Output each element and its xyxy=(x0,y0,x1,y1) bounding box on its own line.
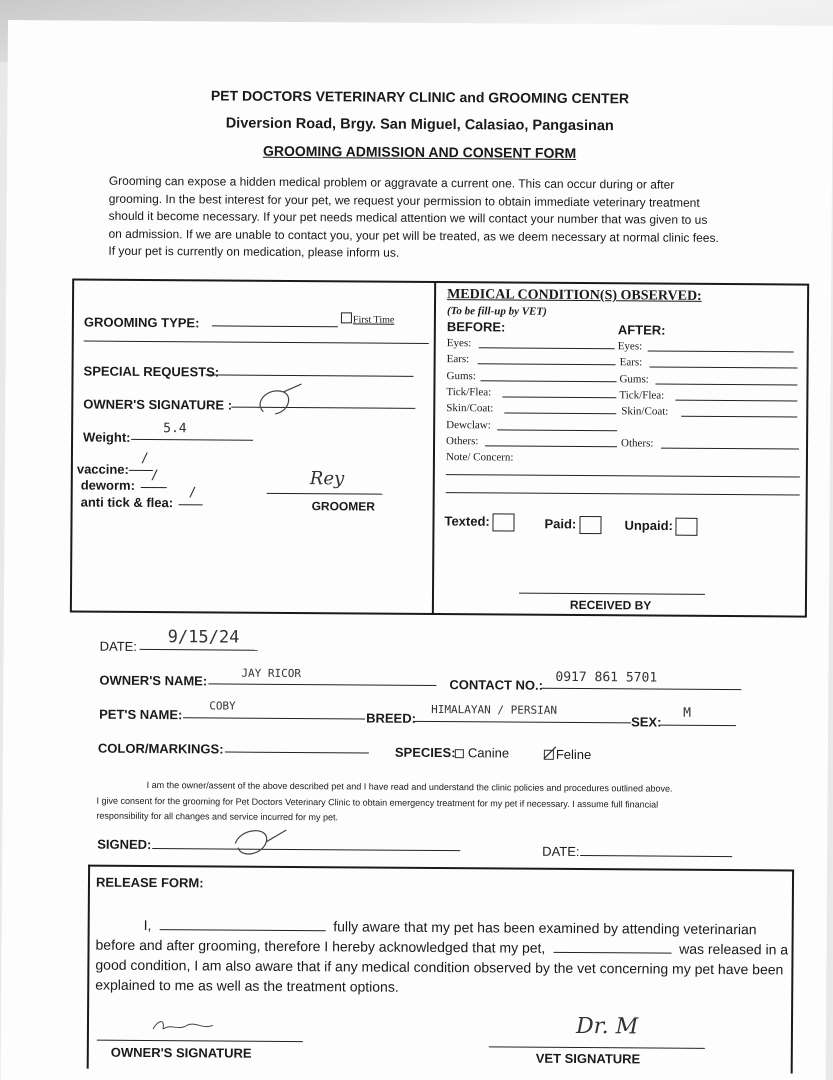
note-line-1[interactable] xyxy=(446,463,800,477)
release-pet-name-field[interactable] xyxy=(553,941,671,954)
consent-line: I give consent for the grooming for Pet Doctors Veterinary Clinic to obtain emergency treatment for my pet if necessary. I assume full financial xyxy=(96,795,659,810)
release-owner-signature-line[interactable] xyxy=(97,1029,303,1042)
after-skin-coat-field[interactable] xyxy=(681,405,797,418)
before-ears-field[interactable] xyxy=(478,352,616,365)
deworm-mark: / xyxy=(150,468,159,484)
before-eyes-field[interactable] xyxy=(479,336,615,349)
deworm-label: deworm: xyxy=(80,477,135,493)
groomer-label: GROOMER xyxy=(311,499,376,514)
before-ears-label: Ears: xyxy=(446,353,470,366)
note-concern-label: Note/ Concern: xyxy=(445,451,514,464)
intro-line: on admission. If we are unable to contact you, your pet will be treated, as we deem necessary at normal clinic fees. xyxy=(108,226,719,245)
weight-field[interactable] xyxy=(131,428,253,441)
canine-label: Canine xyxy=(467,745,510,761)
signed-label: SIGNED: xyxy=(97,836,152,853)
anti-tick-flea-label: anti tick & flea: xyxy=(80,494,174,511)
before-skin-coat-label: Skin/Coat: xyxy=(446,402,494,415)
intro-line: grooming. In the best interest for your pet, we request your permission to obtain immediate veterinary treatment xyxy=(108,191,700,210)
clinic-address: Diversion Road, Brgy. San Miguel, Calasiao, Pangasinan xyxy=(225,115,614,135)
before-dewclaw-label: Dewclaw: xyxy=(446,419,491,432)
note-line-2[interactable] xyxy=(446,481,800,495)
species-label: SPECIES: xyxy=(394,744,456,761)
signed-date-field[interactable] xyxy=(580,844,732,857)
weight-label: Weight: xyxy=(83,429,131,445)
release-line-4: explained to me as well as the treatment options. xyxy=(95,976,399,995)
signed-date-label: DATE: xyxy=(542,843,580,860)
owner-consent-signature xyxy=(230,824,290,860)
contact-value: 0917 861 5701 xyxy=(555,669,658,686)
owner-signature-mark xyxy=(253,382,313,422)
signed-field[interactable] xyxy=(152,837,460,851)
vet-signature-value: Dr. M xyxy=(575,1013,639,1040)
after-others-field[interactable] xyxy=(661,437,799,450)
intro-line: Grooming can expose a hidden medical problem or aggravate a current one. This can occur during or after xyxy=(108,173,675,192)
consent-paragraph xyxy=(96,778,756,829)
consent-line: responsibility for all changes and service incurred for my pet. xyxy=(96,810,339,823)
received-by-label: RECEIVED BY xyxy=(569,597,652,613)
special-requests-label: SPECIAL REQUESTS: xyxy=(83,363,220,380)
contact-label: CONTACT NO.: xyxy=(449,677,544,693)
before-skin-coat-field[interactable] xyxy=(504,401,616,414)
after-ears-field[interactable] xyxy=(650,355,798,368)
after-others-label: Others: xyxy=(621,437,654,450)
medical-subtitle: (To be fill-up by VET) xyxy=(446,305,547,318)
before-others-field[interactable] xyxy=(485,434,617,447)
after-gums-label: Gums: xyxy=(619,373,649,386)
release-line-3: good condition, I am also aware that if any medical condition observed by the vet concerning my pet have been xyxy=(95,956,784,978)
grooming-type-field[interactable] xyxy=(212,314,338,327)
special-requests-field[interactable] xyxy=(206,363,414,376)
release-paragraph xyxy=(95,915,790,1000)
color-markings-label: COLOR/MARKINGS: xyxy=(97,740,224,757)
anti-tick-flea-mark: / xyxy=(188,485,197,501)
feline-label: Feline xyxy=(555,746,592,763)
vet-signature-label: VET SIGNATURE xyxy=(535,1050,641,1067)
date-value: 9/15/24 xyxy=(167,627,240,648)
before-others-label: Others: xyxy=(446,435,479,448)
owner-signature-label: OWNER'S SIGNATURE : xyxy=(83,396,233,413)
before-gums-label: Gums: xyxy=(446,370,476,383)
release-line-1: I, fully aware that my pet has been examined by attending veterinarian xyxy=(143,916,757,938)
vaccine-mark: / xyxy=(140,450,149,466)
after-ears-label: Ears: xyxy=(619,356,643,369)
before-tick-flea-field[interactable] xyxy=(502,385,616,398)
pet-name-label: PET'S NAME: xyxy=(99,706,183,723)
sex-label: SEX: xyxy=(631,714,662,730)
vet-signature-line[interactable] xyxy=(489,1035,705,1049)
form-title: GROOMING ADMISSION AND CONSENT FORM xyxy=(262,142,577,161)
after-label: AFTER: xyxy=(617,322,666,338)
canine-checkbox[interactable] xyxy=(455,749,464,758)
before-dewclaw-field[interactable] xyxy=(497,418,617,431)
first-time-checkbox[interactable] xyxy=(341,312,352,323)
owner-name-value: JAY RICOR xyxy=(241,666,302,681)
vaccine-label: vaccine: xyxy=(76,461,129,477)
clinic-name: PET DOCTORS VETERINARY CLINIC and GROOMING CENTER xyxy=(210,87,630,107)
groomer-signature: Rey xyxy=(309,468,345,490)
paid-checkbox[interactable]: Paid: xyxy=(544,516,601,534)
intro-line: should it become necessary. If your pet needs medical attention we will contact your number that was given to us xyxy=(108,208,708,227)
received-by-field[interactable] xyxy=(519,582,705,595)
release-line-2: before and after grooming, therefore I hereby acknowledged that my pet, was released in a xyxy=(95,936,789,958)
unpaid-checkbox[interactable]: Unpaid: xyxy=(624,517,698,536)
after-skin-coat-label: Skin/Coat: xyxy=(621,405,669,418)
grooming-type-label: GROOMING TYPE: xyxy=(83,314,200,331)
after-tick-flea-field[interactable] xyxy=(675,389,797,402)
weight-value: 5.4 xyxy=(163,421,187,437)
after-tick-flea-label: Tick/Flea: xyxy=(619,389,665,402)
release-owner-name-field[interactable] xyxy=(159,918,325,931)
grooming-type-line-2 xyxy=(84,330,429,344)
before-gums-field[interactable] xyxy=(480,369,616,382)
pet-name-value: COBY xyxy=(209,699,236,713)
color-markings-field[interactable] xyxy=(225,741,369,754)
feline-checkbox[interactable] xyxy=(544,750,554,760)
after-eyes-field[interactable] xyxy=(648,339,794,352)
sex-field[interactable] xyxy=(660,714,736,727)
after-gums-field[interactable] xyxy=(655,373,797,386)
owner-name-label: OWNER'S NAME: xyxy=(99,672,208,689)
breed-label: BREED: xyxy=(366,710,417,726)
release-title: RELEASE FORM: xyxy=(95,874,204,891)
texted-checkbox[interactable]: Texted: xyxy=(444,513,514,531)
form-page xyxy=(1,20,833,1080)
date-label: DATE: xyxy=(99,638,138,654)
before-label: BEFORE: xyxy=(446,319,506,335)
before-tick-flea-label: Tick/Flea: xyxy=(446,386,492,399)
first-time-label: First Time xyxy=(352,314,395,326)
intro-line: If your pet is currently on medication, please inform us. xyxy=(108,243,400,260)
before-eyes-label: Eyes: xyxy=(446,337,472,350)
sex-value: M xyxy=(683,705,692,721)
consent-line: I am the owner/assent of the above described pet and I have read and understand the clinic policies and procedures outlined above. xyxy=(146,779,673,794)
release-owner-signature-label: OWNER'S SIGNATURE xyxy=(110,1044,252,1061)
intro-paragraph xyxy=(108,173,754,265)
medical-title: MEDICAL CONDITION(S) OBSERVED: xyxy=(447,287,702,304)
breed-value: HIMALAYAN / PERSIAN xyxy=(431,702,558,717)
checkmark-icon xyxy=(543,747,557,761)
after-eyes-label: Eyes: xyxy=(617,340,643,353)
groomer-signature-line xyxy=(267,482,383,495)
